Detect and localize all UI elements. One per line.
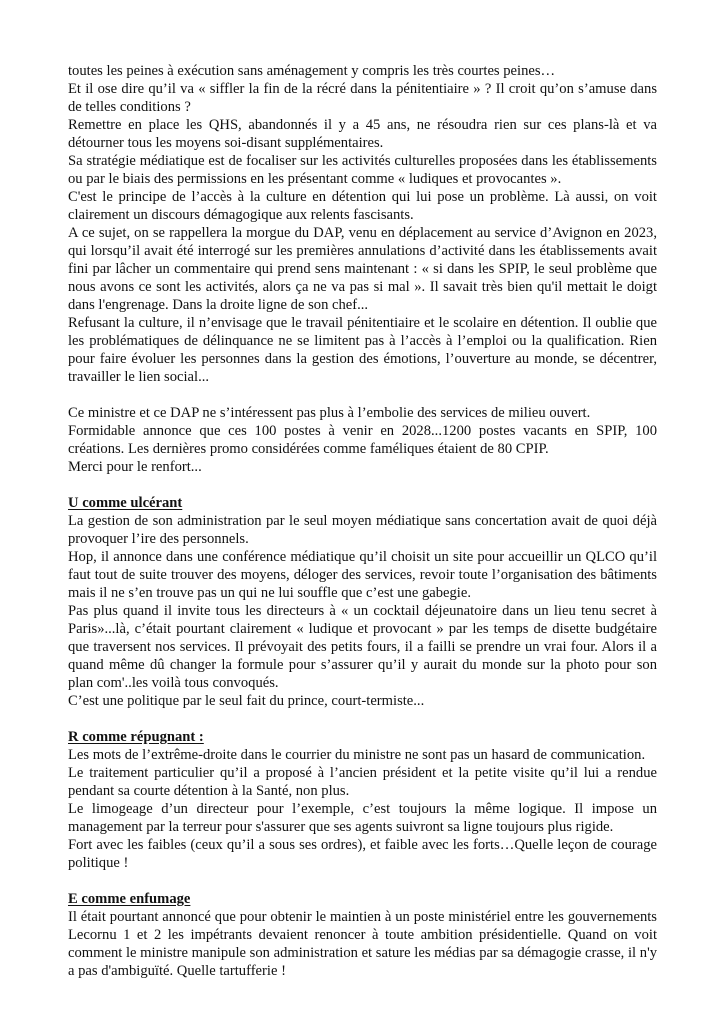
- paragraph: C’est une politique par le seul fait du prince, court-termiste...: [68, 693, 425, 709]
- paragraph: Sa stratégie médiatique est de focaliser sur les activités culturelles proposées dans les établissements ou par le biais des permissions en les présentant comme « ludiques et provocantes ».: [68, 153, 657, 187]
- blank-line: [68, 872, 657, 890]
- paragraph: Le traitement particulier qu’il a proposé à l’ancien président et la petite visite qu’il lui a rendue pendant sa courte détention à la Santé, non plus.: [68, 765, 657, 799]
- paragraph: Il était pourtant annoncé que pour obtenir le maintien à un poste ministériel entre les gouvernements Lecornu 1 et 2 les impétrants devaient renoncer à toute ambition présidentielle. Quand on voit comment le ministre manipule son administration et sature les médias par sa démagogie crasse, il n'y a pas d'ambiguïté. Quelle tartufferie !: [68, 909, 657, 979]
- blank-line: [68, 386, 657, 404]
- document-page: [68, 62, 657, 980]
- paragraph: La gestion de son administration par le seul moyen médiatique sans concertation avait de quoi déjà provoquer l’ire des personnels.: [68, 513, 657, 547]
- section-heading: E comme enfumage: [68, 891, 191, 907]
- paragraph: Et il ose dire qu’il va « siffler la fin de la récré dans la pénitentiaire » ? Il croit qu’on s’amuse dans de telles conditions ?: [68, 81, 657, 115]
- paragraph: Les mots de l’extrême-droite dans le courrier du ministre ne sont pas un hasard de communication.: [68, 747, 646, 763]
- paragraph: Ce ministre et ce DAP ne s’intéressent pas plus à l’embolie des services de milieu ouvert.: [68, 405, 591, 421]
- paragraph: Remettre en place les QHS, abandonnés il y a 45 ans, ne résoudra rien sur ces plans-là et va détourner tous les moyens soi-disant supplémentaires.: [68, 117, 657, 151]
- paragraph: C'est le principe de l’accès à la culture en détention qui lui pose un problème. Là aussi, on voit clairement un discours démagogique aux relents fascisants.: [68, 189, 657, 223]
- section-heading: R comme répugnant :: [68, 729, 204, 745]
- paragraph: Refusant la culture, il n’envisage que le travail pénitentiaire et le scolaire en détention. Il oublie que les problématiques de délinquance ne se limitent pas à l’accès à l’emploi ou la qualification. Rien pour faire évoluer les personnes dans la gestion des émotions, l’ouverture au monde, se décentrer, travailler le lien social...: [68, 315, 657, 385]
- section-u-comme-ulcerant: [68, 494, 657, 710]
- section-heading: U comme ulcérant: [68, 495, 183, 511]
- section-r-comme-repugnant: [68, 728, 657, 872]
- section-e-comme-enfumage: [68, 890, 657, 980]
- paragraph: Formidable annonce que ces 100 postes à venir en 2028...1200 postes vacants en SPIP, 100 créations. Les dernières promo considérées comme faméliques étaient de 80 CPIP.: [68, 423, 657, 457]
- blank-line: [68, 476, 657, 494]
- paragraph: Merci pour le renfort...: [68, 459, 202, 475]
- paragraph: Hop, il annonce dans une conférence médiatique qu’il choisit un site pour accueillir un QLCO qu’il faut tout de suite trouver des moyens, déloger des services, revoir toute l’organisation des bâtiments mais il ne s’en trouve pas un qui ne lui souffle que c’est une gabegie.: [68, 549, 657, 601]
- blank-line: [68, 710, 657, 728]
- paragraph: toutes les peines à exécution sans aménagement y compris les très courtes peines…: [68, 63, 556, 79]
- paragraph: Le limogeage d’un directeur pour l’exemple, c’est toujours la même logique. Il impose un management par la terreur pour s'assurer que ses agents suivront sa ligne toujours plus rigide.: [68, 801, 657, 835]
- paragraph: Pas plus quand il invite tous les directeurs à « un cocktail déjeunatoire dans un lieu tenu secret à Paris»...là, c’était pourtant clairement « ludique et provocant » par les temps de disette budgétaire que traversent nos services. Il prévoyait des petits fours, il a failli se prendre un vrai four. Alors il a quand même dû changer la formule pour s’assurer qu’il y aurait du monde sur la photo pour son plan com'..les voilà tous convoqués.: [68, 603, 657, 691]
- paragraph: Fort avec les faibles (ceux qu’il a sous ses ordres), et faible avec les forts…Quelle leçon de courage politique !: [68, 837, 657, 871]
- paragraph: A ce sujet, on se rappellera la morgue du DAP, venu en déplacement au service d’Avignon en 2023, qui lorsqu’il avait été interrogé sur les premières annulations d’activité dans les établissements avait fini par lâcher un commentaire qui prend sens maintenant : « si dans les SPIP, le seul problème que nous avons ce sont les activités, alors ça ne va pas si mal ». Il savait très bien qu'il mettait le doigt dans l'engrenage. Dans la droite ligne de son chef...: [68, 225, 657, 313]
